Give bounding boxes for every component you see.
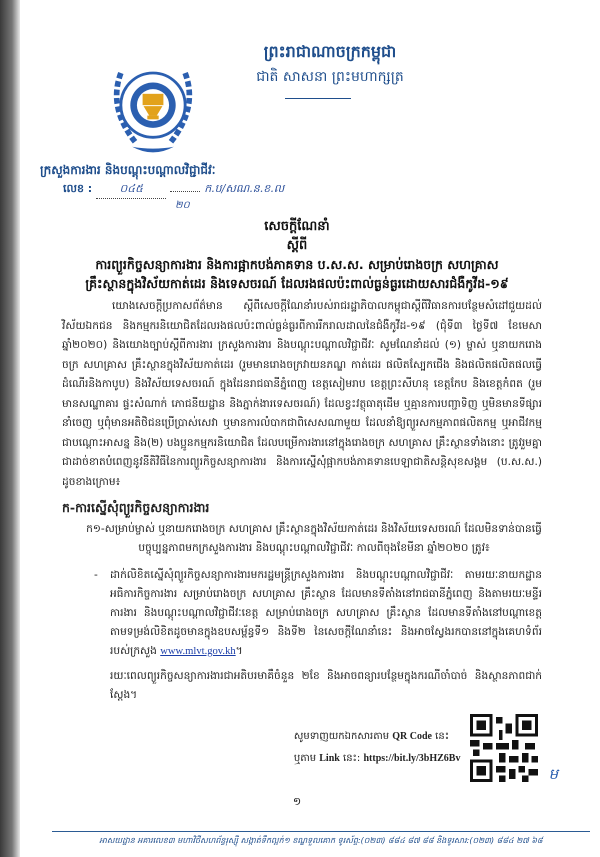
section-k1: ក១-សម្រាប់ម្ចាស់ ឬនាយករោងចក្រ សហគ្រាស គ្រឹះស្ថានក្នុងវិស័យកាត់ដេរ និងវិស័យទេសចរណ៍ ដែលមិនទាន់បានធ្វើបច្ចុប្បន្នភាពមកក្រសួងការងារ និងបណ្តុះបណ្តាលវិជ្ជាជីវៈ កាលពីចុងខែមីនា ឆ្នាំ២០២០ ត្រូវ៖ [86, 523, 542, 554]
handwritten-initial: ម [548, 765, 558, 783]
qr-section [52, 713, 558, 783]
link-caption-end: នេះ: [343, 753, 361, 764]
ornament-divider [285, 98, 351, 99]
qr-caption [294, 726, 461, 770]
footer-divider [52, 831, 590, 832]
doc-subject-line1: ការព្យួរកិច្ចសន្យាការងារ និងការផ្អាកបង់ភាគទាន ប.ស.ស. សម្រាប់រោងចក្រ សហគ្រាស [95, 257, 499, 272]
qr-code-label: QR Code [392, 731, 432, 742]
doc-title: សេចក្តីណែនាំ [264, 219, 330, 234]
page-number: ១ [292, 795, 302, 808]
bullet-text: ដាក់លិខិតស្នើសុំព្យួរកិច្ចសន្យាការងារមករដ្ឋមន្រ្តីក្រសួងការងារ និងបណ្តុះបណ្តាលវិជ្ជាជីវៈ តាមរយៈនាយកដ្ឋានអធិការកិច្ចការងារ សម្រាប់រោងចក្រ សហគ្រាស គ្រឹះស្ថាន ដែលមានទីតាំងនៅរាជធានីភ្នំពេញ និងតាមរយៈមន្ទីរការងារ និងបណ្តុះបណ្តាលវិជ្ជាជីវៈខេត្ត សម្រាប់រោងចក្រ សហគ្រាស គ្រឹះស្ថាន ដែលមានទីតាំងនៅបណ្តាខេត្ត តាមទម្រង់លិខិតដូចមានក្នុងឧបសម្ព័ន្ធទី១ និងទី២ នៃសេចក្តីណែនាំនេះ និងអាចស្វែងរកបាននៅក្នុងគេហទំព័ររបស់ក្រសួង [110, 569, 542, 657]
reference-label: លេខ : [63, 182, 93, 195]
doc-subject-line2: គ្រឹះស្ថានក្នុងវិស័យកាត់ដេរ និងទេសចរណ៍ ដែលរងផលប៉ះពាល់ធ្ងន់ធ្ងរដោយសារជំងឺកូវីដ-១៩ [85, 276, 509, 291]
link-caption-text: ឬតាម [293, 753, 317, 764]
short-url-link[interactable]: https://bit.ly/3bHZ6Bv [363, 753, 461, 764]
qr-caption-end: នេះ [435, 731, 450, 742]
bullet-end: ។ [235, 645, 243, 657]
qr-caption-text: សូមទាញយកឯកសារតាម [293, 731, 390, 742]
reference-year-handwritten: ២០ [175, 200, 190, 211]
qr-code-icon[interactable] [470, 713, 538, 783]
dotted-leader [170, 191, 200, 192]
reference-number-handwritten: ០៤៥ [96, 180, 166, 199]
title-block [52, 217, 542, 293]
doc-title-about: ស្តីពី [286, 238, 308, 253]
suspension-period-paragraph: រយៈពេលព្យួរកិច្ចសន្យាការងារជាអតិបរមាគឺចំនួន ២ខែ និងអាចពន្យារបន្ថែមក្នុងករណីចាំបាច់ និងស្ថានភាពជាក់ស្តែង។ [110, 670, 542, 701]
bullet-dash: - [94, 569, 98, 581]
reference-suffix: ក.ប/សណ.ន.ខ.ល [204, 182, 285, 195]
intro-paragraph: យោងសេចក្តីប្រកាសព័ត៌មាន ស្តីពីសេចក្តីណែនាំរបស់រាជរដ្ឋាភិបាលកម្ពុជាស្តីពីវិធានការបន្ថែមសំដៅជួយដល់វិស័យឯកជន និងកម្មករនិយោជិតដែលរងផលប៉ះពាល់ធ្ងន់ធ្ងរពីការរីករាលដាលនៃជំងឺកូវីដ-១៩ (ជុំទី៣ ថ្ងៃទី៧ ខែមេសា ឆ្នាំ២០២០) និងយោងច្បាប់ស្តីពីការងារ ក្រសួងការងារ និងបណ្តុះបណ្តាលវិជ្ជាជីវៈ សូមណែនាំដល់ (១) ម្ចាស់ ឬនាយករោងចក្រ សហគ្រាស គ្រឹះស្ថានក្នុងវិស័យកាត់ដេរ (រួមមានរោងចក្រវាយនភណ្ឌ កាត់ដេរ ផលិតស្បែកជើង និងផលិតផលិតផលធ្វើដំណើរនិងកាបូប) និងវិស័យទេសចរណ៍ ក្នុងដែនរាជធានីភ្នំពេញ ខេត្តសៀមរាប ខេត្តព្រះសីហនុ ខេត្តកែប និងខេត្តកំពត (រួមមានសណ្ឋាគារ ផ្ទះសំណាក់ ភោជនីយដ្ឋាន និងភ្នាក់ងារទេសចរណ៍) ដែលខ្វះវត្ថុធាតុដើម ឬគ្មានការបញ្ជាទិញ ឬមិនមានទីផ្សារនាំចេញ ឬពុំមានអតិថិជនប្រើប្រាស់សេវា ឬមានការលំបាកជាពិសេសណាមួយ ដែលនាំឱ្យព្យួរសកម្មភាពផលិតកម្ម ឬអាជីវកម្មជាបណ្តោះអាសន្ន និង(២) បងប្អូនកម្មករនិយោជិត ដែលបម្រើការងារនៅក្នុងរោងចក្រ សហគ្រាស គ្រឹះស្ថានទាំងនោះ ត្រូវរួមគ្នាជាដាច់ខាតបំពេញនូវនីតិវិធីនៃការព្យួរកិច្ចសន្យាការងារ និងការស្នើសុំផ្អាកបង់ភាគទានបេឡាជាតិសន្តិសុខសង្គម (ប.ស.ស.) ដូចខាងក្រោម៖ [62, 300, 542, 488]
reference-number [63, 180, 542, 199]
ministry-name: ក្រសួងការងារ និងបណ្តុះបណ្តាលវិជ្ជាជីវៈ [40, 163, 216, 177]
ministry-website-link[interactable]: www.mlvt.gov.kh [160, 646, 236, 657]
bullet-item [94, 566, 542, 661]
section-a-heading: ក-ការស្នើសុំព្យួរកិច្ចសន្យាការងារ [62, 500, 210, 515]
footer-address: អាសយដ្ឋាន អគារលេខ៣ មហាវិថីសហព័ន្ធរុស្ស៊ី សង្កាត់ទឹកល្អក់១ ខណ្ឌទួលគោក ទូរស័ព្ទ:(០២៣) ៨៨៤ ៨៧ ៨៨ និងទូរសារ:(០២៣) ៨៨៤ ២៧ ៦៨ [99, 836, 543, 845]
national-motto: ជាតិ សាសនា ព្រះមហាក្សត្រ [256, 69, 404, 85]
letterhead [52, 0, 542, 160]
ministry-logo-icon [105, 56, 201, 160]
kingdom-heading: ព្រះរាជាណាចក្រកម្ពុជា [263, 42, 397, 61]
link-label: Link [319, 753, 340, 764]
